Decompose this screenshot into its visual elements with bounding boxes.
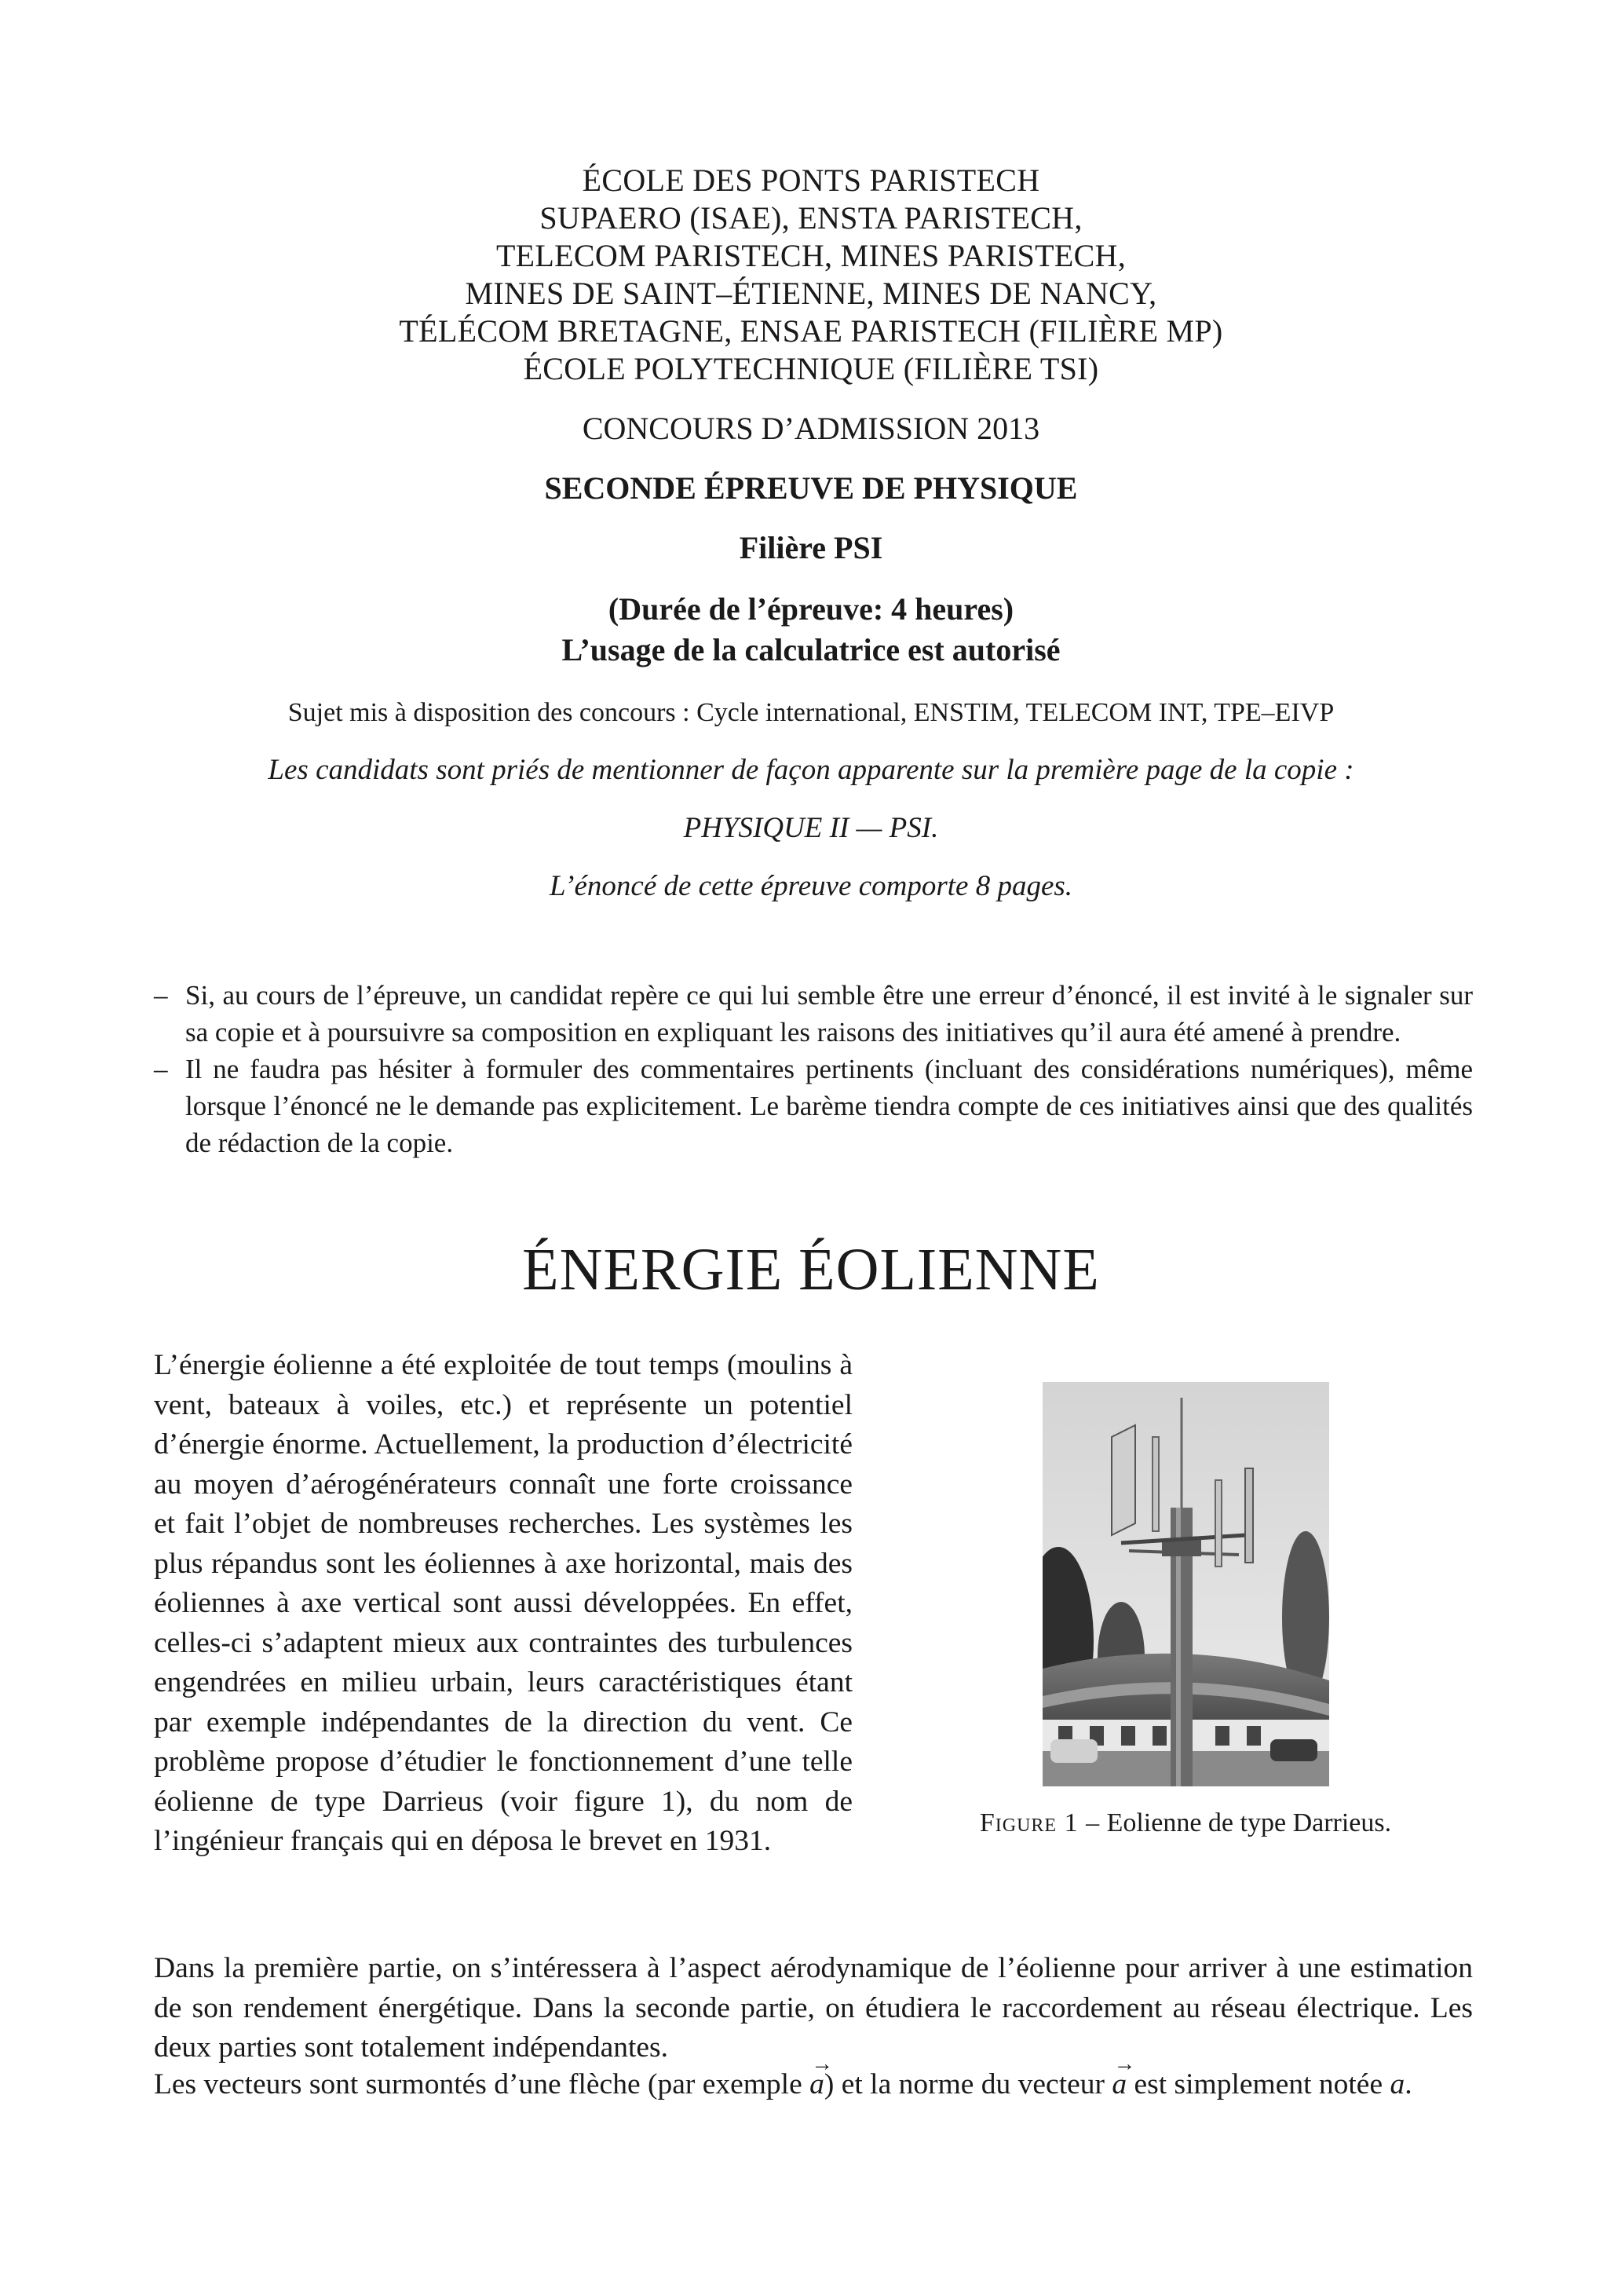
notation-text: ) et la norme du vecteur [824,2068,1112,2100]
list-dash: – [154,980,168,1011]
notation-text: est simplement notée [1127,2068,1390,2100]
intro-paragraph: L’énergie éolienne a été exploitée de tout temps (moulins à vent, bateaux à voiles, etc.) et représente un potentiel d’énergie énorme. Actuellement, la production d’électricité au moyen d’aérogénérateurs connaît une forte croissance et fait l’objet de nombreuses recherches. Les systèmes les plus répandus sont les éoliennes à axe horizontal, mais des éoliennes à axe vertical sont aussi développées. En effet, celles-ci s’adaptent mieux aux contraintes des turbulences engendrées en milieu urbain, leurs caractéristiques étant par exemple indépendantes de la direction du vent. Ce problème propose d’étudier le fonctionnement d’une telle éolienne de type Darrieus (voir figure 1), du nom de l’ingénieur français qui en déposa le brevet en 1931. [154,1349,853,1857]
figure-label: Figure 1 – [979,1808,1101,1837]
vector-symbol: → a [809,2065,824,2105]
concours-title: CONCOURS D’ADMISSION 2013 [582,411,1040,446]
parts-paragraph: Dans la première partie, on s’intéressera à l’aspect aérodynamique de l’éolienne pour arriver à une estimation de son rendement énergétique. Dans la seconde partie, on étudiera le raccordement au réseau électrique. Les deux parties sont totalement indépendantes. [154,1952,1473,2064]
school-line: ÉCOLE DES PONTS PARISTECH [582,163,1040,198]
physique-label: PHYSIQUE II — PSI. [683,812,939,844]
mention-instruction: Les candidats sont priés de mentionner de façon apparente sur la première page de la copie : [268,754,1354,786]
instructions-list [154,977,1473,1161]
wind-turbine-photo [1043,1382,1329,1786]
exam-header [157,162,1465,905]
calculatrice-label: L’usage de la calculatrice est autorisé [561,632,1061,667]
list-item-text: Il ne faudra pas hésiter à formuler des commentaires pertinents (incluant des considérations numériques), même lorsque l’énoncé ne le demande pas explicitement. Le barème tiendra compte de ces initiatives ainsi que des qualités de rédaction de la copie. [185,1054,1473,1158]
epreuve-title: SECONDE ÉPREUVE DE PHYSIQUE [544,470,1078,506]
notation-text: . [1405,2068,1412,2100]
scalar-symbol: a [1390,2068,1405,2100]
list-item [154,1051,1473,1161]
filiere-label: Filière PSI [739,530,883,565]
list-item-text: Si, au cours de l’épreuve, un candidat repère ce qui lui semble être une erreur d’énoncé, il est invité à le signaler sur sa copie et à poursuivre sa composition en expliquant les raisons des initiatives qu’il aura été amené à prendre. [185,980,1473,1047]
duree-label: (Durée de l’épreuve: 4 heures) [608,591,1014,627]
school-line: ÉCOLE POLYTECHNIQUE (FILIÈRE TSI) [523,351,1099,386]
list-dash: – [154,1054,168,1084]
school-line: TELECOM PARISTECH, MINES PARISTECH, [495,238,1127,273]
page-count-note: L’énoncé de cette épreuve comporte 8 pages. [549,870,1073,902]
sujet-label: Sujet mis à disposition des concours : Cycle international, ENSTIM, TELECOM INT, TPE–EIVP [287,698,1335,727]
school-line: SUPAERO (ISAE), ENSTA PARISTECH, [539,200,1083,236]
list-item [154,977,1473,1051]
figure-caption [911,1806,1460,1841]
notation-text: Les vecteurs sont surmontés d’une flèche (par exemple [154,2068,810,2100]
notation-paragraph [154,2065,1473,2105]
school-line: MINES DE SAINT–ÉTIENNE, MINES DE NANCY, [465,276,1157,311]
vector-symbol: → a [1112,2065,1127,2105]
school-line: TÉLÉCOM BRETAGNE, ENSAE PARISTECH (FILIÈRE MP) [399,313,1223,349]
figure-caption-text: Eolienne de type Darrieus. [1106,1808,1392,1837]
page-title: ÉNERGIE ÉOLIENNE [522,1237,1100,1303]
